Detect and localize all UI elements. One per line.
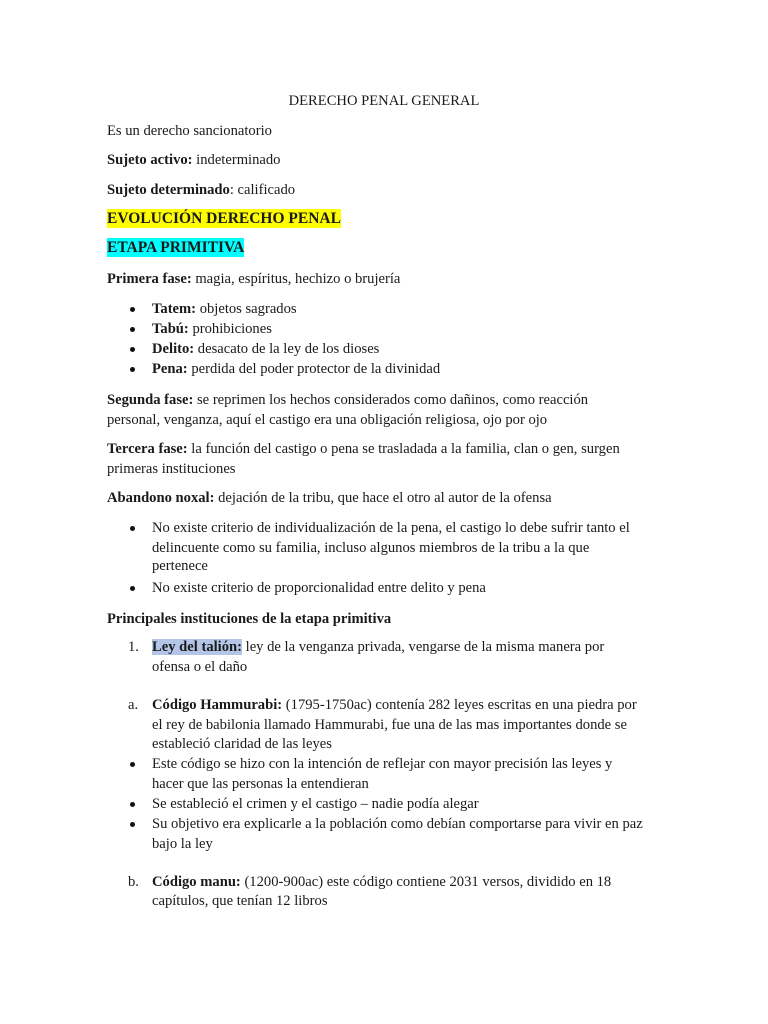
heading-evolucion (107, 210, 341, 228)
segunda-fase-text: se reprimen los hechos considerados como dañinos, como reacción (193, 392, 589, 408)
list-item: Se estableció el crimen y el castigo – nadie podía alegar (152, 796, 479, 812)
bullet-icon (130, 802, 135, 807)
hammurabi-line (152, 696, 637, 714)
bullet-icon (130, 526, 135, 531)
list-item-continuation: pertenece (152, 558, 208, 574)
sujeto-determinado-label: Sujeto determinado (107, 182, 230, 198)
codigo-manu-label: Código manu: (152, 874, 241, 890)
ley-talion-line-2: ofensa o el daño (152, 659, 248, 675)
heading-etapa-text: ETAPA PRIMITIVA (107, 239, 245, 256)
sujeto-activo-label: Sujeto activo: (107, 152, 193, 168)
codigo-manu-text: (1200-900ac) este código contiene 2031 versos, dividido en 18 (240, 874, 612, 890)
ley-talion-line (152, 638, 604, 656)
sujeto-determinado-line (107, 181, 295, 199)
list-item-label: Delito: (152, 341, 195, 357)
bullet-icon (130, 327, 135, 332)
segunda-fase-line (107, 391, 588, 409)
list-letter: a. (128, 697, 139, 713)
list-item-label: Tatem: (152, 301, 197, 317)
list-item-text: objetos sagrados (196, 301, 297, 317)
segunda-fase-label: Segunda fase: (107, 392, 194, 408)
list-item: No existe criterio de proporcionalidad entre delito y pena (152, 580, 486, 596)
hammurabi-line-2: el rey de babilonia llamado Hammurabi, fue una de las mas importantes donde se (152, 717, 627, 733)
segunda-fase-line-2: personal, venganza, aquí el castigo era una obligación religiosa, ojo por ojo (107, 412, 548, 428)
list-item-text: perdida del poder protector de la divinidad (187, 361, 441, 377)
list-item-continuation: bajo la ley (152, 836, 213, 852)
bullet-icon (130, 307, 135, 312)
primera-fase-text: magia, espíritus, hechizo o brujería (191, 271, 401, 287)
list-item: No existe criterio de individualización de la pena, el castigo lo debe sufrir tanto el (152, 520, 630, 536)
list-item-text: prohibiciones (188, 321, 272, 337)
list-item (152, 340, 379, 358)
bullet-icon (130, 586, 135, 591)
list-item-continuation: hacer que las personas la entendieran (152, 776, 369, 792)
bullet-icon (130, 822, 135, 827)
principales-heading (107, 610, 391, 628)
sujeto-determinado-text: : calificado (229, 182, 296, 198)
tercera-fase-label: Tercera fase: (107, 441, 188, 457)
list-item-text: desacato de la ley de los dioses (194, 341, 380, 357)
bullet-icon (130, 367, 135, 372)
document-title: DERECHO PENAL GENERAL (288, 93, 480, 109)
codigo-manu-line (152, 873, 611, 891)
primera-fase-line (107, 270, 400, 288)
heading-etapa (107, 239, 244, 257)
sujeto-activo-line (107, 151, 280, 169)
codigo-manu-line-2: capítulos, que tenían 12 libros (152, 893, 328, 909)
bullet-icon (130, 762, 135, 767)
abandono-text: dejación de la tribu, que hace el otro al autor de la ofensa (214, 490, 552, 506)
list-item-continuation: delincuente como su familia, incluso algunos miembros de la tribu a la que (152, 540, 590, 556)
list-letter: b. (128, 874, 139, 890)
tercera-fase-line (107, 440, 620, 458)
ley-talion-text: ley de la venganza privada, vengarse de la misma manera por (242, 639, 605, 655)
abandono-line (107, 489, 552, 507)
tercera-fase-text: la función del castigo o pena se trasladada a la familia, clan o gen, surgen (187, 441, 620, 457)
tercera-fase-line-2: primeras instituciones (107, 461, 236, 477)
list-item: Este código se hizo con la intención de reflejar con mayor precisión las leyes y (152, 756, 613, 772)
list-item: Su objetivo era explicarle a la población como debían comportarse para vivir en paz (152, 816, 643, 832)
hammurabi-line-3: estableció claridad de las leyes (152, 736, 332, 752)
bullet-icon (130, 347, 135, 352)
principales-heading-text: Principales instituciones de la etapa primitiva (107, 611, 392, 627)
list-number: 1. (128, 639, 139, 655)
list-item-label: Tabú: (152, 321, 189, 337)
abandono-label: Abandono noxal: (107, 490, 215, 506)
list-item (152, 360, 440, 378)
hammurabi-label: Código Hammurabi: (152, 697, 283, 713)
list-item (152, 300, 297, 318)
sujeto-activo-text: indeterminado (192, 152, 281, 168)
hammurabi-text: (1795-1750ac) contenía 282 leyes escritas en una piedra por (282, 697, 637, 713)
primera-fase-label: Primera fase: (107, 271, 192, 287)
ley-talion-label: Ley del talión: (152, 639, 242, 655)
list-item (152, 320, 272, 338)
list-item-label: Pena: (152, 361, 188, 377)
intro-text: Es un derecho sancionatorio (107, 123, 272, 139)
heading-evolucion-text: EVOLUCIÓN DERECHO PENAL (107, 210, 341, 227)
